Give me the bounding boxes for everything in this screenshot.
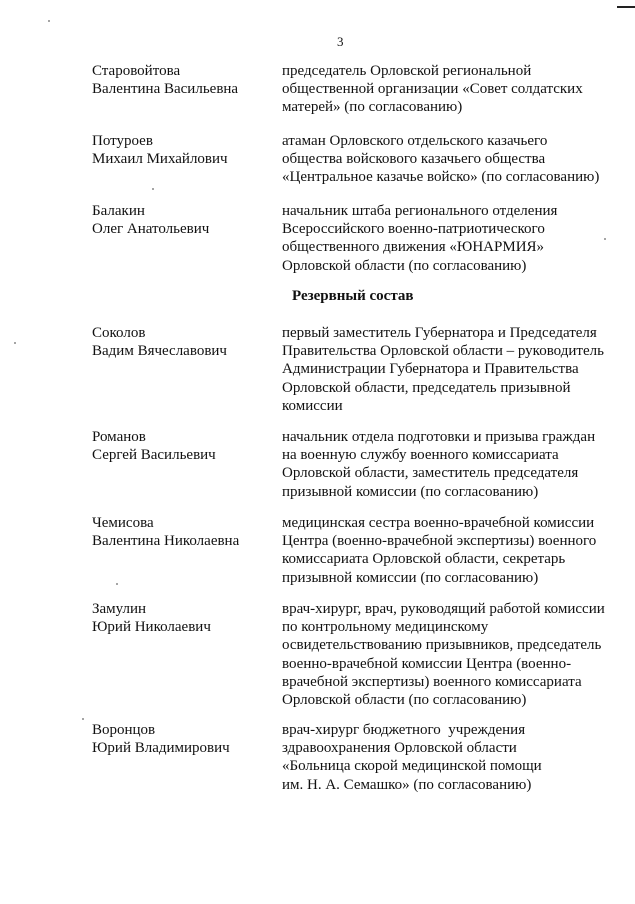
page-number: 3 xyxy=(337,34,344,49)
member-description: первый заместитель Губернатора и Председателя Правительства Орловской области – руководитель Администрации Губернатора и Правительства Орловской области, председатель призывной комиссии xyxy=(282,325,604,414)
member-description: врач-хирург, врач, руководящий работой комиссии по контрольному медицинскому освидетельствованию призывников, председатель военно-врачебной комиссии Центра (военно- врачебной экспертизы) военного комиссариата Орловской области (по согласованию) xyxy=(282,601,605,709)
scan-speck xyxy=(14,342,16,344)
member-description: начальник отдела подготовки и призыва граждан на военную службу военного комиссариата Орловской области, заместитель председателя призывной комиссии (по согласованию) xyxy=(282,429,596,500)
scan-speck xyxy=(82,718,84,720)
corner-mark xyxy=(617,6,635,8)
member-name: Замулин Юрий Николаевич xyxy=(92,601,211,636)
scan-speck xyxy=(48,20,50,22)
member-description: атаман Орловского отдельского казачьего общества войскового казачьего общества «Центральное казачье войско» (по согласованию) xyxy=(282,133,600,186)
member-description: председатель Орловской региональной общественной организации «Совет солдатских матерей» (по согласованию) xyxy=(282,63,583,116)
member-name: Соколов Вадим Вячеславович xyxy=(92,325,227,360)
member-name: Романов Сергей Васильевич xyxy=(92,429,216,464)
member-description: медицинская сестра военно-врачебной комиссии Центра (военно-врачебной экспертизы) военного комиссариата Орловской области, секретарь призывной комиссии (по согласованию) xyxy=(282,515,597,586)
member-name: Балакин Олег Анатольевич xyxy=(92,203,210,238)
section-heading: Резервный состав xyxy=(292,288,414,304)
member-name: Воронцов Юрий Владимирович xyxy=(92,722,230,757)
member-name: Старовойтова Валентина Васильевна xyxy=(92,63,239,98)
scan-speck xyxy=(116,583,118,585)
member-description: начальник штаба регионального отделения Всероссийского военно-патриотического общественного движения «ЮНАРМИЯ» Орловской области (по согласованию) xyxy=(282,203,558,274)
scan-speck xyxy=(152,188,154,190)
member-name: Потуроев Михаил Михайлович xyxy=(92,133,228,168)
scan-speck xyxy=(604,238,606,240)
member-description: врач-хирург бюджетного учреждения здравоохранения Орловской области «Больница скорой медицинской помощи им. Н. А. Семашко» (по согласованию) xyxy=(282,722,542,793)
member-name: Чемисова Валентина Николаевна xyxy=(92,515,240,550)
